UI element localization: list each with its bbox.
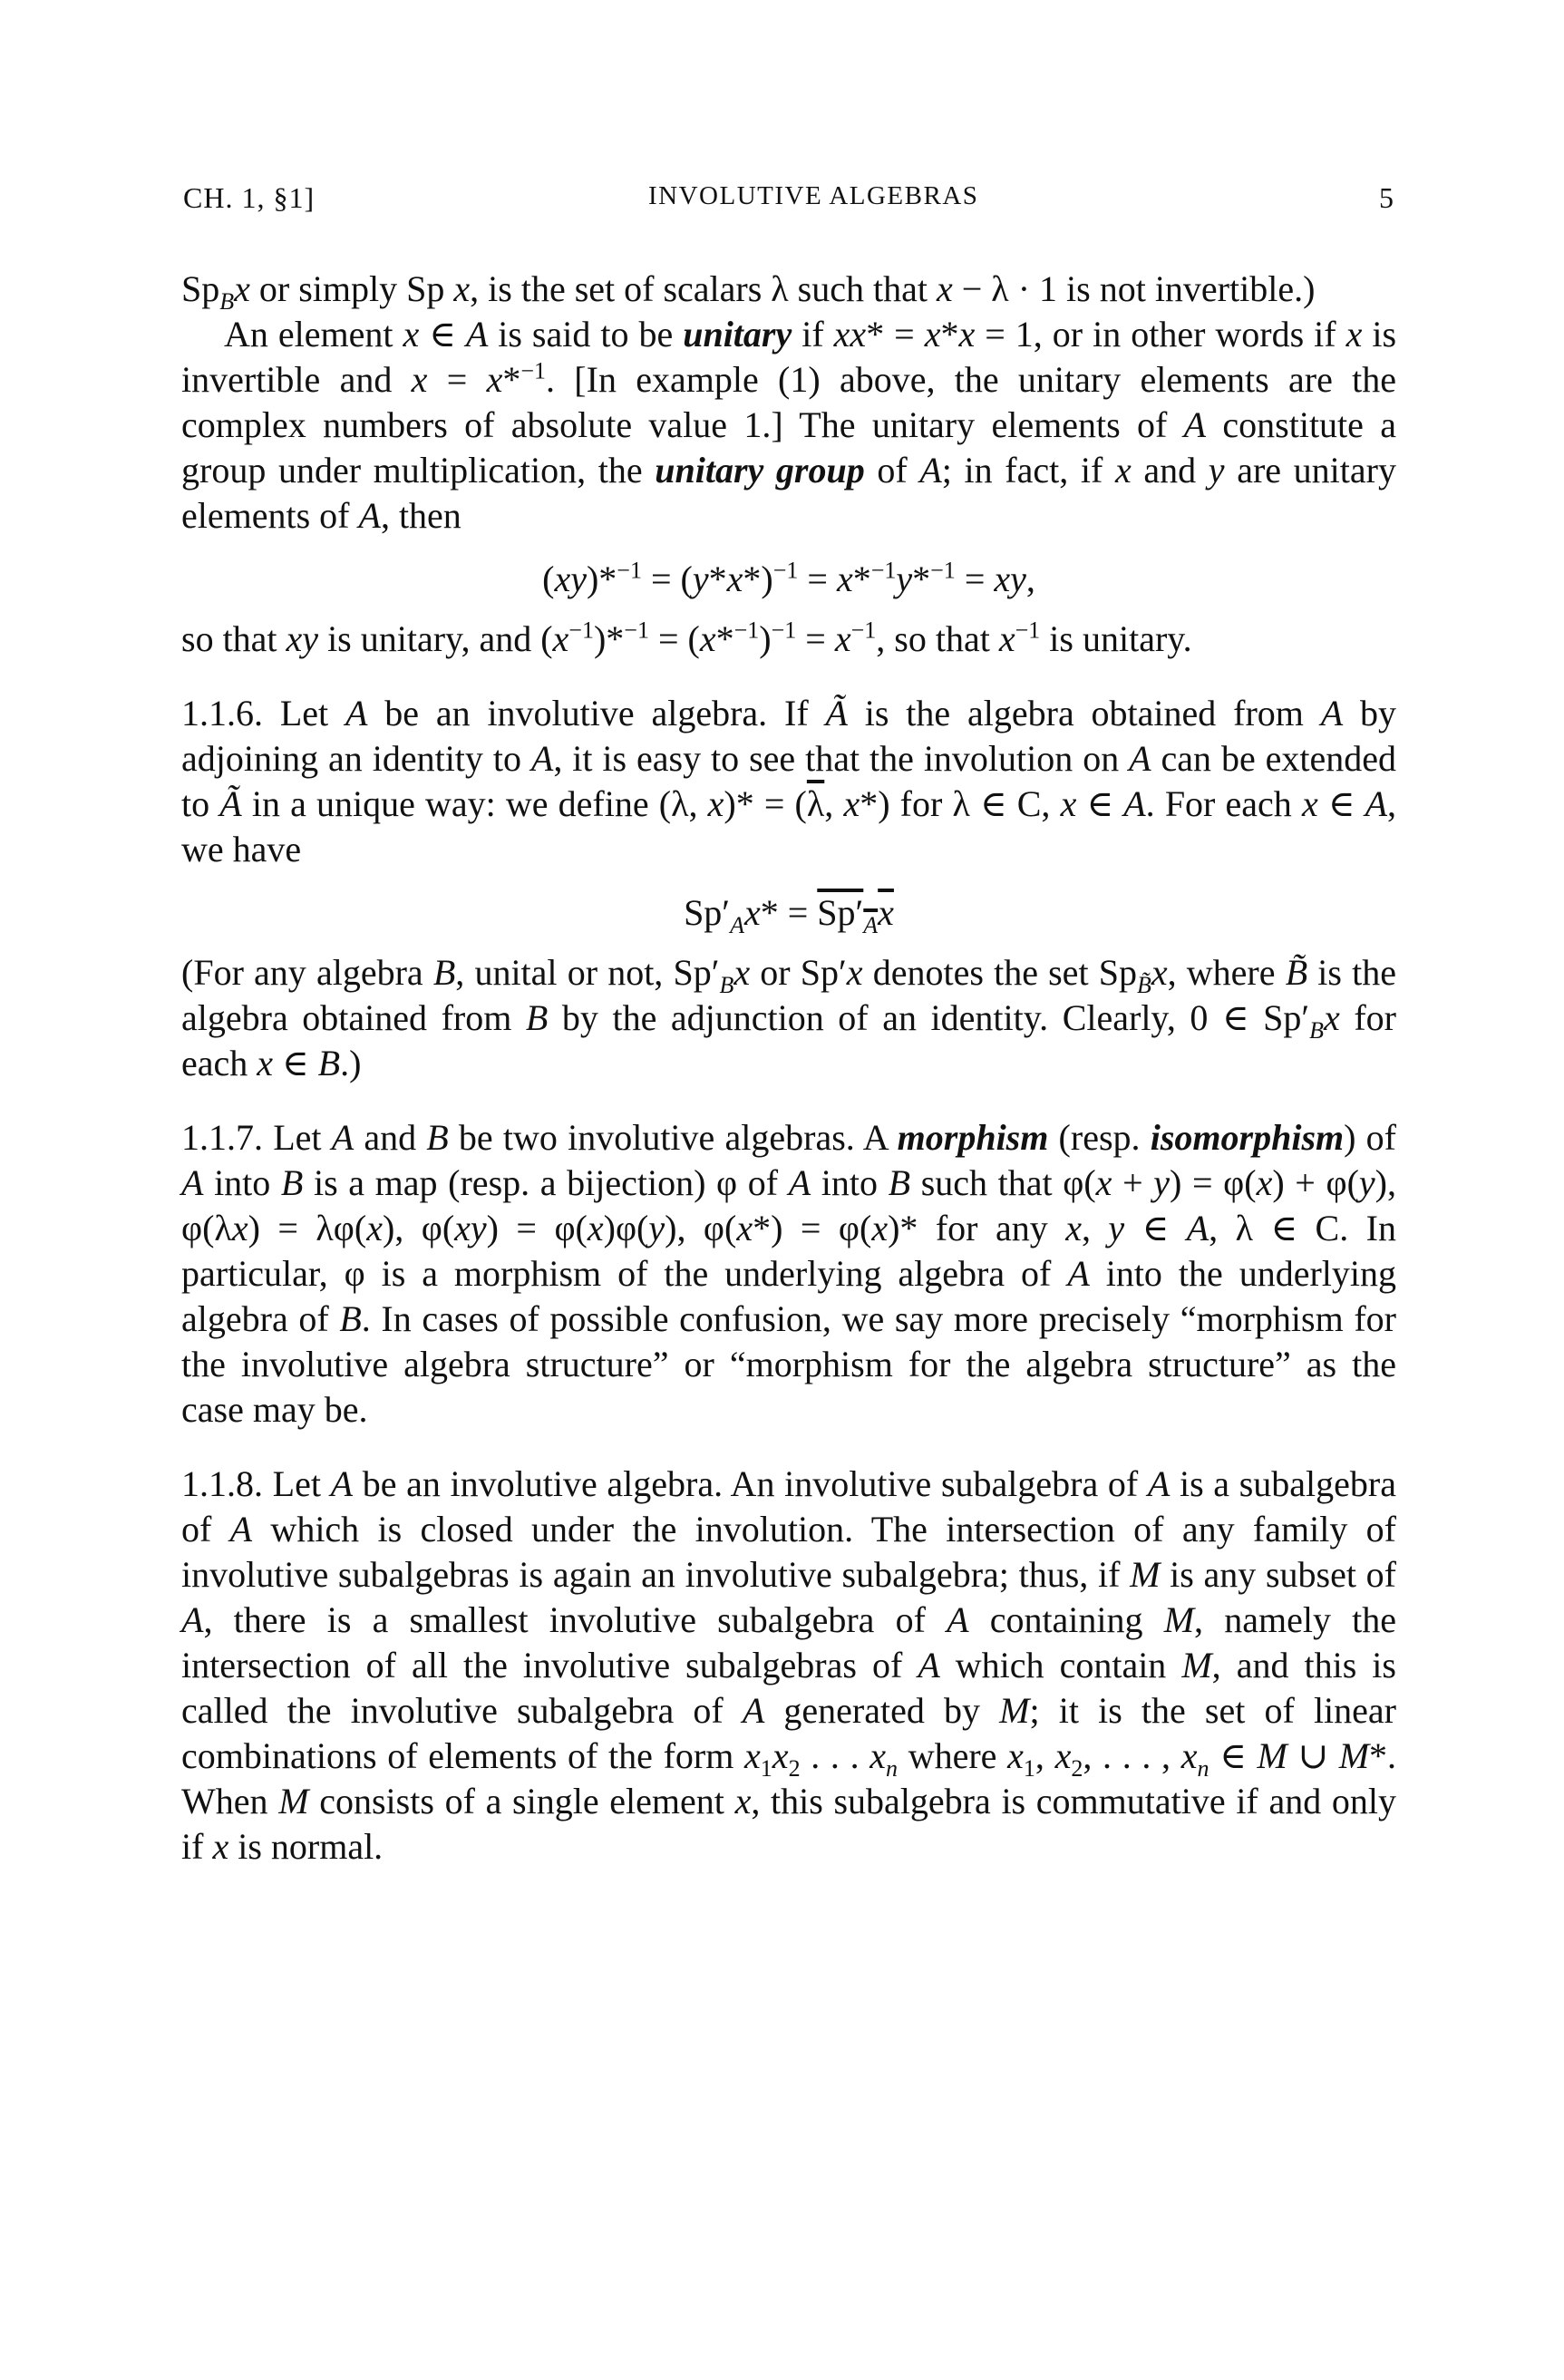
chapter-section-label: CH. 1, §1] (183, 181, 316, 214)
paragraph-spectrum-definition: $Sp_Bx$ or simply Sp x, is the set of scalars λ such that x − λ · 1 is not invertible.) (181, 268, 1316, 315)
body-text (181, 267, 1396, 1870)
page-number: 5 (1379, 181, 1394, 214)
book-page (181, 181, 1396, 1870)
section-1-1-8: 1.1.8. Let A be an involutive algebra. An involutive subalgebra of A is a subalgebra of A which is closed under the involution. The intersection of any family of involutive subalgebras is again an involutive subalgebra; thus, if M is any subset of A, there is a smallest involutive subalgebra of A containing M, namely the intersection of all the involutive subalgebras of A which contain M, and this is called the involutive subalgebra of A generated by M; it is the set of linear combinations of elements of the form $x_1x_2$ . . . $x_n$ where $x_1$, $x_2$, . . . , $x_n$ ∈ M ∪ M*. When M consists of a single element x, this subalgebra is commutative if and only if x is normal. (181, 1463, 1397, 1867)
running-head (181, 181, 1396, 227)
paragraph-sp-prime-note: (For any algebra B, unital or not, $Sp'_Bx$ or Sp′x denotes the set $Sp_{B̃}x$, where B̃ is the algebra obtained from B by the adjunction of an identity. Clearly, 0 ∈ $Sp'_Bx$ for each x ∈ B.) (181, 952, 1397, 1083)
equation-unitary-product: $(xy)*^{-1} = (y*x*)^{-1} = x*^{-1}y*^{-1}$ = xy, (542, 557, 1035, 599)
running-title: INVOLUTIVE ALGEBRAS (648, 181, 979, 210)
equation-spectrum-adjoint: $Sp'_Ax* = Sp'_Ax$ (684, 892, 894, 938)
paragraph-unitary-conclusion: so that xy is unitary, and $(x^{-1})*^{-1} = (x*^{-1})^{-1} = x^{-1}$, so that $x^{-1}$ is unitary. (181, 617, 1192, 659)
section-1-1-6: 1.1.6. Let A be an involutive algebra. If Ã is the algebra obtained from A by adjoining an identity to A, it is easy to see that the involution on A can be extended to Ã in a unique way: we define (λ, $x)* = (\overline{\lambda}$, x*) for λ ∈ C, x ∈ A. For each x ∈ A, we have (181, 693, 1397, 869)
section-1-1-7: 1.1.7. Let A and B be two involutive algebras. A morphism (resp. isomorphism) of A into B is a map (resp. a bijection) φ of A into B such that φ(x + y) = φ(x) + φ(y), φ(λx) = λφ(x), φ(xy) = φ(x)φ(y), φ(x*) = φ(x)* for any x, y ∈ A, λ ∈ C. In particular, φ is a morphism of the underlying algebra of A into the underlying algebra of B. In cases of possible confusion, we say more precisely “morphism for the involutive algebra structure” or “morphism for the algebra structure” as the case may be. (181, 1117, 1397, 1430)
paragraph-unitary: An element x ∈ A is said to be unitary if xx* = x*x = 1, or in other words if x is invertible and x = x*$^{-1}$. [In example (1) above, the unitary elements are the complex numbers of absolute value 1.] The unitary elements of A constitute a group under multiplication, the unitary group of A; in fact, if x and y are unitary elements of A, then (181, 314, 1397, 536)
